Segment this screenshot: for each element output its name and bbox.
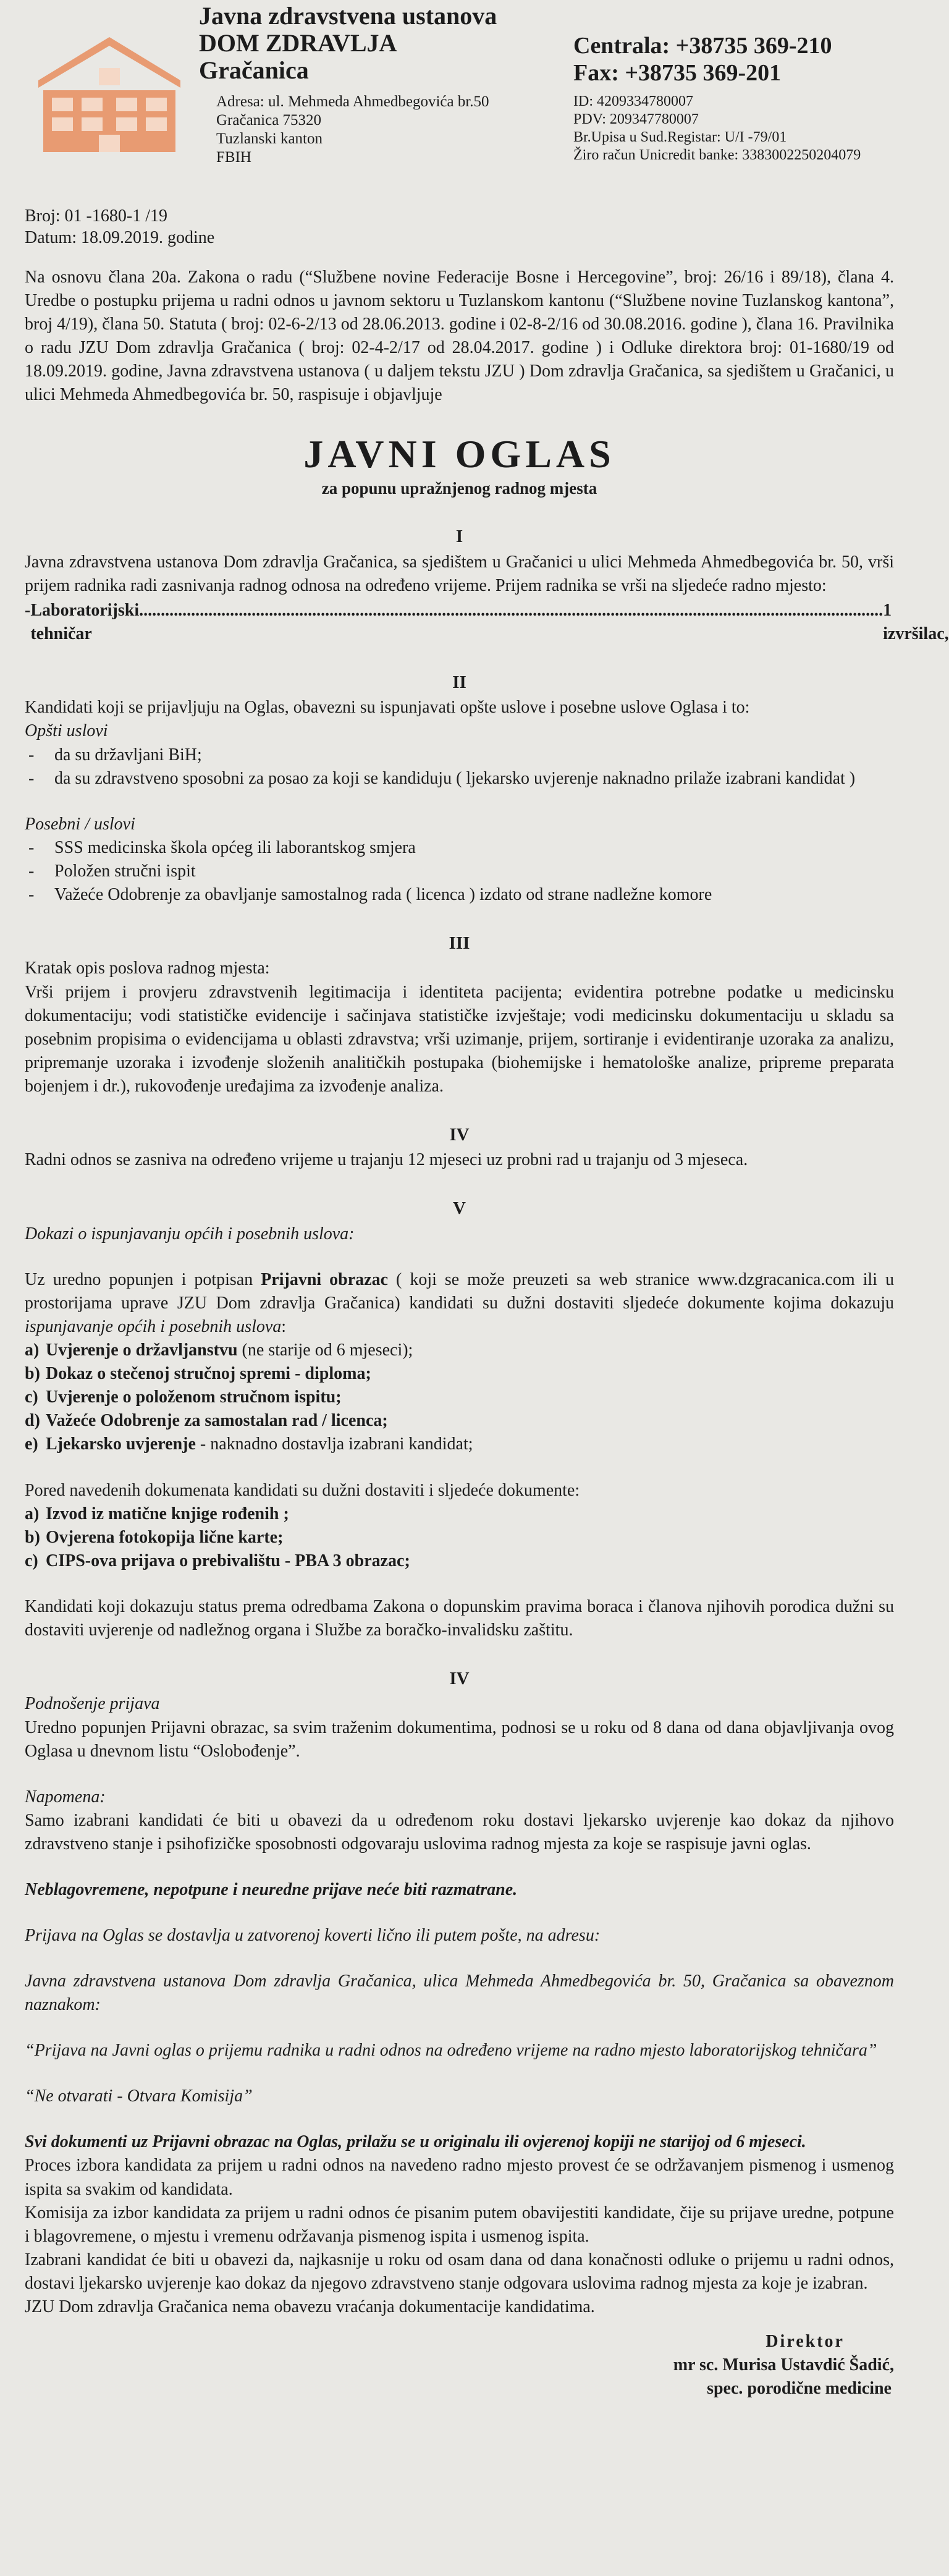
selection-process-text: Proces izbora kandidata za prijem u radni odnos na navedeno radno mjesto provest će se održavanjem pismenog i usmenog ispita sa svakim od kandidata. <box>25 2156 894 2199</box>
list-dash: - <box>25 600 31 620</box>
special-conditions-list <box>25 836 894 907</box>
list-key: b) <box>25 1527 40 1547</box>
page-title: JAVNI OGLAS <box>303 432 615 477</box>
list-key: c) <box>25 1388 38 1407</box>
section-heading: IV <box>449 1669 470 1689</box>
text-run: Uz uredno popunjen i potpisan <box>25 1269 261 1289</box>
section-heading: I <box>455 527 463 547</box>
list-item <box>25 1409 894 1433</box>
address-line: Gračanica 75320 <box>216 112 322 129</box>
list-text-bold: Ovjerena fotokopija lične karte; <box>46 1527 284 1547</box>
list-text-bold: Dokaz o stečenoj stručnoj spremi - diploma <box>46 1364 366 1384</box>
list-key: a) <box>25 1341 40 1360</box>
id-line: Br.Upisa u Sud.Registar: U/I -79/01 <box>573 129 787 145</box>
position-count: 1 izvršilac, <box>883 600 949 643</box>
section-text: Kandidati koji se prijavljuju na Oglas, obavezni su ispunjavati opšte uslove i posebne uslove Oglasa i to: <box>25 698 750 718</box>
address-line: Adresa: ul. Mehmeda Ahmedbegovića br.50 <box>216 93 489 110</box>
list-text-bold: Izvod iz matične knjige rođenih <box>46 1504 279 1523</box>
page-subtitle: za popunu upražnjenog radnog mjesta <box>321 479 597 498</box>
delivery-instructions: Prijava na Oglas se dostavlja u zatvorenoj koverti lično ili putem pošte, na adresu: <box>25 1926 601 1946</box>
org-name-line: DOM ZDRAVLJA <box>199 29 397 57</box>
list-item <box>25 1433 894 1456</box>
address-block <box>216 93 545 167</box>
general-conditions-label: Opšti uslovi <box>25 721 108 741</box>
text-run-italic: ispunjavanje općih i posebnih uslova <box>25 1317 282 1337</box>
list-key: b) <box>25 1364 40 1384</box>
note-label: Napomena: <box>25 1787 106 1807</box>
section-heading: III <box>449 933 470 953</box>
special-conditions-label: Posebni / uslovi <box>25 814 135 834</box>
list-item: - da su zdravstveno sposobni za posao za koji se kandiduju ( ljekarsko uvjerenje naknadno prilaže izabrani kandidat ) <box>25 767 894 790</box>
id-line: Žiro račun Unicredit banke: 3383002250204079 <box>573 147 861 163</box>
list-text: ; <box>365 1364 371 1384</box>
list-item <box>25 1339 894 1362</box>
phone-number: Centrala: +38735 369-210 <box>573 33 832 59</box>
document-number: Broj: 01 -1680-1 /19 <box>25 206 167 226</box>
list-item <box>25 1526 894 1549</box>
note-text: Samo izabrani kandidati će biti u obavezi da u određenom roku dostavi ljekarsko uvjerenje kao dokaz da njihovo zdravstveno stanje i psihofizičke sposobnosti odgovaraju uslovima radnog mjesta za koje se raspisuje javni oglas. <box>25 1810 894 1854</box>
evidence-label: Dokazi o ispunjavanju općih i posebnih uslova: <box>25 1224 355 1244</box>
section-heading: V <box>453 1198 466 1219</box>
delivery-address: Javna zdravstvena ustanova Dom zdravlja Gračanica, ulica Mehmeda Ahmedbegovića br. 50, Gračanica sa obaveznom naznakom: <box>25 1972 894 2015</box>
required-documents-list <box>25 1339 894 1456</box>
list-item: - SSS medicinska škola općeg ili laborantskog smjera <box>25 836 894 860</box>
originals-notice: Svi dokumenti uz Prijavni obrazac na Oglas, prilažu se u originalu ili ovjerenoj kopiji ne starijoj od 6 mjeseci. <box>25 2132 806 2152</box>
additional-documents-list <box>25 1502 894 1573</box>
list-item: - Položen stručni ispit <box>25 860 894 883</box>
employment-term-text: Radni odnos se zasniva na određeno vrijeme u trajanju 12 mjeseci uz probni rad u trajanju od 3 mjeseca. <box>25 1150 748 1170</box>
contact-block <box>573 32 932 164</box>
address-line: FBIH <box>216 149 251 166</box>
list-key: e) <box>25 1434 38 1454</box>
job-description-label: Kratak opis poslova radnog mjesta: <box>25 959 270 978</box>
registration-info <box>573 93 932 164</box>
signature-role: Direktor <box>766 2332 845 2352</box>
documents-return-text: JZU Dom zdravlja Gračanica nema obavezu vraćanja dokumentacije kandidatima. <box>25 2297 595 2316</box>
section-text: Javna zdravstvena ustanova Dom zdravlja Gračanica, sa sjedištem u Gračanici u ulici Mehmeda Ahmedbegovića br. 50, vrši prijem radnika radi zasnivanja radnog odnosa na određeno vrijeme. Prijem radnika se vrši na sljedeće radno mjesto: <box>25 552 894 595</box>
list-item: - da su državljani BiH; <box>25 744 894 767</box>
list-item: - Važeće Odobrenje za obavljanje samostalnog rada ( licenca ) izdato od strane nadležne komore <box>25 883 894 907</box>
envelope-marking: “Prijava na Javni oglas o prijemu radnika u radni odnos na određeno vrijeme na radno mjesto laboratorijskog tehničara” <box>25 2041 877 2061</box>
org-name-line: Javna zdravstvena ustanova <box>199 2 497 30</box>
dot-leader: ............................................................................................................................................................................ <box>139 600 884 620</box>
list-text-bold: Ljekarsko uvjerenje <box>46 1434 196 1454</box>
id-line: PDV: 209347780007 <box>573 111 699 127</box>
legal-basis-paragraph: Na osnovu člana 20a. Zakona o radu (“Službene novine Federacije Bosne i Hercegovine”, broj: 26/16 i 89/18), člana 4. Uredbe o postupku prijema u radni odnos u javnom sektoru u Tuzlanskom kantonu (“Službene novine Tuzlanskog kantona”, broj 4/19), člana 50. Statuta ( broj: 02-6-2/13 od 28.06.2013. godine i 02-8-2/16 od 30.08.2016. godine ), člana 16. Pravilnika o radu JZU Dom zdravlja Gračanica ( broj: 02-4-2/17 od 28.04.2017. godine ) i Odluke direktora broj: 01-1680/19 od 18.09.2019. godine, Javna zdravstvena ustanova ( u daljem tekstu JZU ) Dom zdravlja Gračanica, sa sjedištem u Gračanici, u ulici Mehmeda Ahmedbegovića br. 50, raspisuje i objavljuje <box>25 268 894 405</box>
submission-label: Podnošenje prijava <box>25 1694 160 1714</box>
submission-text: Uredno popunjen Prijavni obrazac, sa svim traženim dokumentima, podnosi se u roku od 8 dana od dana objavljivanja ovog Oglasa u dnevnom listu “Oslobođenje”. <box>25 1718 894 1761</box>
list-item <box>25 1502 894 1526</box>
text-run: ( koji se može preuzeti sa web stranice www.dzgracanica.com ili u prostorijama uprave JZU Dom zdravlja Gračanica) kandidati su dužni dostaviti sljedeće dokumente kojima dokazuju <box>25 1269 894 1313</box>
fax-number: Fax: +38735 369-201 <box>573 60 782 86</box>
list-item <box>25 1362 894 1386</box>
document-meta <box>25 205 900 248</box>
list-text: ; <box>335 1388 342 1407</box>
evidence-intro <box>25 1268 894 1339</box>
signature-name: mr sc. Murisa Ustavdić Šadić, <box>673 2355 894 2375</box>
list-key: a) <box>25 1504 40 1523</box>
text-run: : <box>281 1317 287 1337</box>
org-name-line: Gračanica <box>199 56 309 84</box>
list-text-bold: CIPS-ova prijava o prebivalištu - PBA 3 obrazac; <box>46 1551 410 1570</box>
general-conditions-list <box>25 744 894 790</box>
id-line: ID: 4209334780007 <box>573 93 693 109</box>
letterhead <box>19 0 900 166</box>
building-logo-icon <box>32 31 187 155</box>
position-row <box>25 599 949 646</box>
list-text: ; <box>382 1411 388 1431</box>
signature-title: spec. porodične medicine <box>707 2379 892 2399</box>
list-text: ; <box>279 1504 289 1523</box>
section-heading: II <box>452 672 466 692</box>
section-heading: IV <box>449 1124 470 1145</box>
selected-candidate-text: Izabrani kandidat će biti u obavezi da, najkasnije u roku od osam dana od dana konačnosti odluke o prijemu u radni odnos, dostavi ljekarsko uvjerenje kao dokaz da njegovo zdravstveno stanje odgovara uslovima radnog mjesta za koje je izabran. <box>25 2250 894 2293</box>
address-line: Tuzlanski kanton <box>216 130 323 147</box>
list-text: - naknadno dostavlja izabrani kandidat; <box>195 1434 473 1454</box>
list-text: (ne starije od 6 mjeseci); <box>237 1341 413 1360</box>
signature-block <box>19 2330 894 2400</box>
list-key: c) <box>25 1551 38 1570</box>
commission-notice-text: Komisija za izbor kandidata za prijem u radni odnos će pisanim putem obavijestiti kandidate, čije su prijave uredne, potpune i blagovremene, o mjestu i vremenu održavanja pismenog ispita i usmenog ispita. <box>25 2203 894 2246</box>
list-text-bold: Uvjerenje o državljanstvu <box>46 1341 238 1360</box>
position-name: Laboratorijski tehničar <box>30 600 140 643</box>
text-run-bold: Prijavni obrazac <box>261 1269 389 1289</box>
list-key: d) <box>25 1411 40 1431</box>
list-text-bold: Važeće Odobrenje za samostalan rad / licenca <box>46 1411 382 1431</box>
list-text-bold: Uvjerenje o položenom stručnom ispitu <box>46 1388 336 1407</box>
organization-block <box>199 2 545 167</box>
job-description-text: Vrši prijem i provjeru zdravstvenih legitimacija i identiteta pacijenta; evidentira potrebne podatke u medicinsku dokumentaciju; vodi statističke evidencije i sačinjava statističke izvještaje; vodi medicinsku dokumentaciju u skladu sa posebnim propisima o evidencijama u oblasti zdravstva; vrši uzimanje, prijem, sortiranje i evidentiranje uzoraka za analizu, pripremanje uzoraka i izvođenje složenih analitičkih postupaka (biohemijske i hematološke analize, pripreme preparata bojenjem i dr.), rukovođenje uređajima za izvođenje analiza. <box>25 982 894 1096</box>
additional-documents-label: Pored navedenih dokumenata kandidati su dužni dostaviti i sljedeće dokumente: <box>25 1480 580 1500</box>
list-item <box>25 1386 894 1409</box>
envelope-marking: “Ne otvarati - Otvara Komisija” <box>25 2087 253 2106</box>
rejection-warning: Neblagovremene, nepotpune i neuredne prijave neće biti razmatrane. <box>25 1879 518 1899</box>
document-date: Datum: 18.09.2019. godine <box>25 228 215 247</box>
list-item <box>25 1549 894 1573</box>
veterans-paragraph: Kandidati koji dokazuju status prema odredbama Zakona o dopunskim pravima boraca i članova njihovih porodica dužni su dostaviti uvjerenje od nadležnog organa i Službe za boračko-invalidsku zaštitu. <box>25 1596 894 1640</box>
